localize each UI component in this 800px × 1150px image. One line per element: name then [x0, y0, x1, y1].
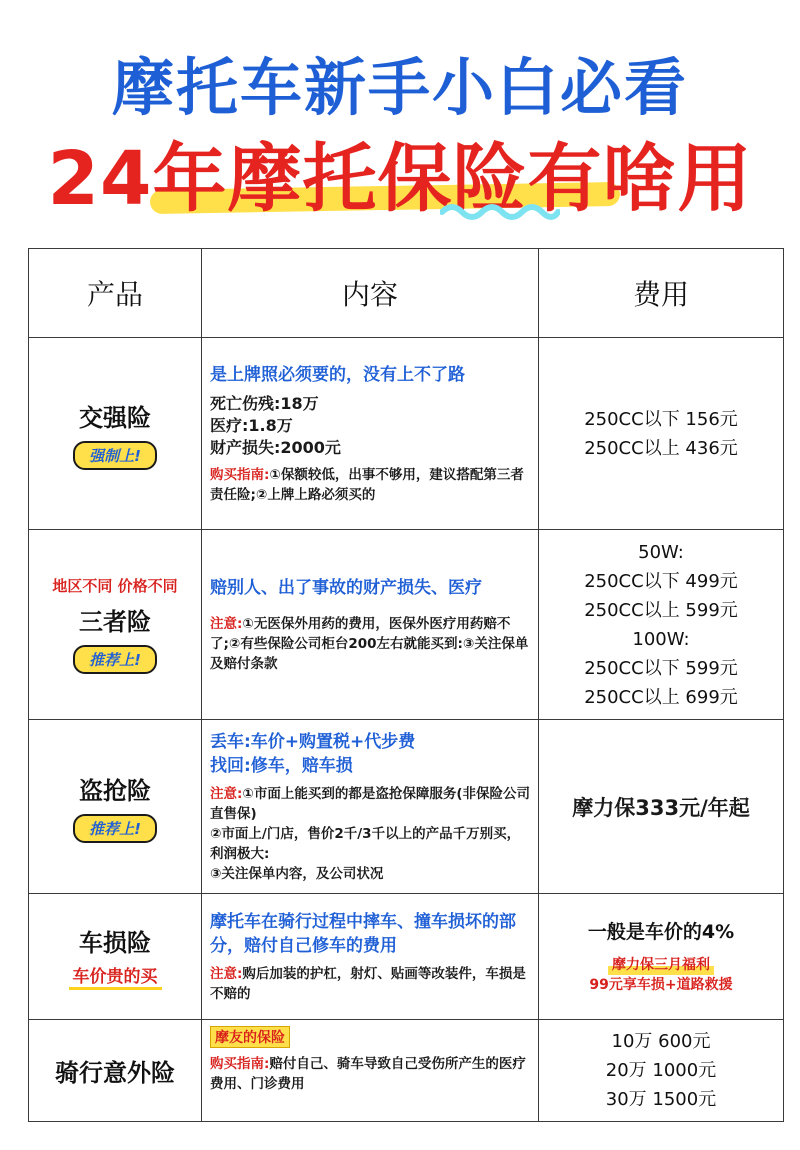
- content-cell: [202, 720, 539, 894]
- content-note: [210, 614, 530, 674]
- fee-line: 20万 1000元: [605, 1060, 717, 1081]
- content-line: 财产损失:2000元: [210, 437, 341, 457]
- content-note: [210, 1054, 530, 1094]
- fee-line: 50W:: [638, 541, 684, 563]
- content-headline: 是上牌照必须要的，没有上不了路: [210, 364, 465, 385]
- note-text: ①市面上能买到的都是盗抢保障服务(非保险公司直售保): [210, 785, 531, 822]
- product-cell: [29, 894, 202, 1020]
- promo-line: 摩力保三月福利: [608, 955, 714, 975]
- fee-line: 250CC以上 599元: [584, 599, 738, 621]
- content-headline: 丢车:车价+购置税+代步费: [210, 731, 416, 752]
- note-label: 注意:: [210, 965, 243, 982]
- note-label: 购买指南:: [210, 1056, 270, 1072]
- buy-advice: 车价贵的买: [69, 962, 162, 990]
- fee-cell: [539, 1020, 784, 1122]
- fee-main: 一般是车价的4%: [587, 921, 735, 943]
- note-text: 赔付自己、骑车导致自己受伤所产生的医疗费用、门诊费用: [210, 1056, 526, 1092]
- table-row: [29, 530, 784, 720]
- content-note: [210, 964, 530, 1004]
- content-note: ②市面上/门店，售价2千/3千以上的产品千万别买，利润极大:: [210, 825, 521, 862]
- table-row: [29, 1020, 784, 1122]
- content-line: 死亡伤残:18万: [210, 393, 319, 413]
- fee-line: 100W:: [632, 628, 690, 650]
- boxed-label: 摩友的保险: [210, 1026, 290, 1048]
- note-label: 购买指南:: [210, 466, 270, 483]
- product-cell: [29, 720, 202, 894]
- table-row: [29, 894, 784, 1020]
- fee-cell: [539, 530, 784, 720]
- note-text: ①无医保外用药的费用，医保外医疗用药赔不了;②有些保险公司柜台200左右就能买到:③关注保单及赔付条款: [210, 615, 529, 672]
- content-headline: 赔别人、出了事故的财产损失、医疗: [210, 577, 482, 598]
- product-name: 盗抢险: [79, 776, 151, 805]
- fee-cell: [539, 338, 784, 530]
- note-label: 注意:: [210, 785, 243, 802]
- content-cell: [202, 530, 539, 720]
- content-line: 医疗:1.8万: [210, 415, 293, 435]
- col-header-content: 内容: [202, 249, 539, 338]
- fee-line: 250CC以下 156元: [584, 408, 738, 430]
- page-title: 摩托车新手小白必看: [111, 51, 688, 124]
- product-name: 车损险: [79, 929, 151, 957]
- content-headline: 摩托车在骑行过程中摔车、撞车损坏的部分，赔付自己修车的费用: [210, 911, 516, 956]
- table-row: [29, 720, 784, 894]
- note-text: ①保额较低，出事不够用，建议搭配第三者责任险;②上牌上路必须买的: [210, 466, 524, 503]
- insurance-table: [28, 248, 784, 1122]
- region-note: 地区不同 价格不同: [52, 577, 178, 595]
- promo: [540, 955, 782, 995]
- wave-decoration: [440, 200, 560, 222]
- product-cell: [29, 530, 202, 720]
- product-cell: [29, 338, 202, 530]
- note-label: 注意:: [210, 615, 243, 632]
- recommend-tag: 推荐上!: [73, 645, 157, 674]
- fee-line: 30万 1500元: [605, 1089, 717, 1110]
- product-name: 交强险: [79, 403, 151, 432]
- table-row: [29, 338, 784, 530]
- col-header-product: 产品: [29, 249, 202, 338]
- fee-line: 250CC以上 436元: [584, 437, 738, 459]
- fee-line: 250CC以上 699元: [584, 686, 738, 708]
- page-subtitle: 24年摩托保险有啥用: [47, 136, 753, 222]
- fee-main: 摩力保333元/年起: [572, 795, 750, 820]
- content-note: ③关注保单内容，及公司状况: [210, 865, 384, 882]
- content-cell: [202, 894, 539, 1020]
- product-cell: [29, 1020, 202, 1122]
- content-cell: [202, 1020, 539, 1122]
- content-note: [210, 784, 530, 824]
- fee-line: 250CC以下 499元: [584, 570, 738, 592]
- col-header-fee: 费用: [539, 249, 784, 338]
- fee-line: 10万 600元: [611, 1031, 711, 1052]
- recommend-tag: 强制上!: [73, 441, 157, 470]
- content-note: [210, 465, 530, 505]
- recommend-tag: 推荐上!: [73, 814, 157, 843]
- fee-line: 250CC以下 599元: [584, 657, 738, 679]
- note-text: 购后加装的护杠，射灯、贴画等改装件，车损是不赔的: [210, 965, 526, 1002]
- fee-cell: [539, 720, 784, 894]
- content-cell: [202, 338, 539, 530]
- product-name: 骑行意外险: [55, 1059, 175, 1087]
- promo-line: 99元享车损+道路救援: [589, 977, 733, 993]
- product-name: 三者险: [79, 608, 151, 636]
- content-headline: 找回:修车，赔车损: [210, 755, 353, 776]
- table-header-row: [29, 249, 784, 338]
- fee-cell: [539, 894, 784, 1020]
